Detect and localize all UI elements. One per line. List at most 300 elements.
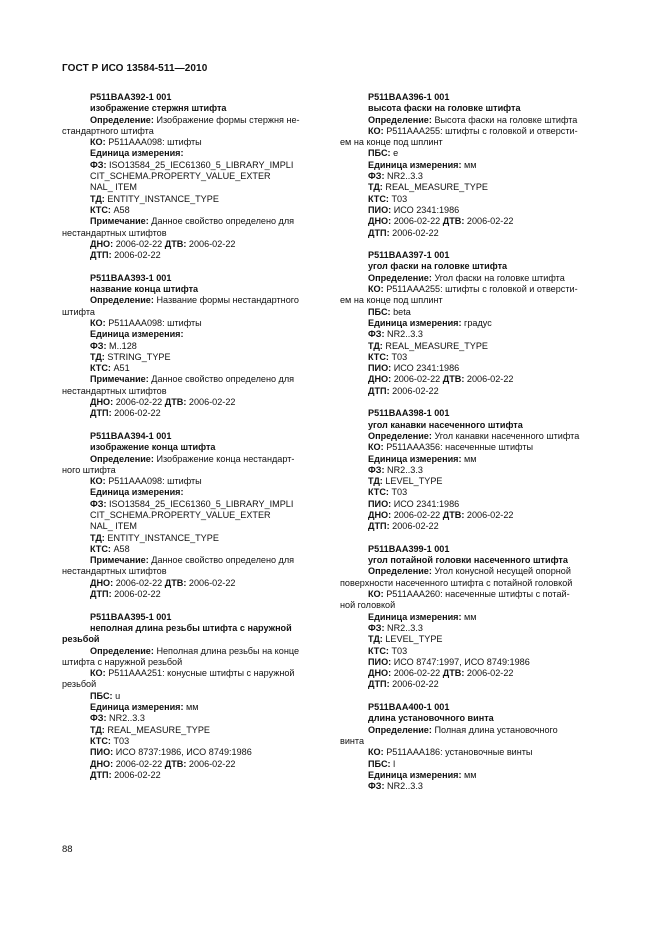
field-line: [340, 442, 600, 453]
field-key: Примечание:: [90, 374, 149, 385]
field-value: нестандартных штифтов: [62, 566, 167, 577]
field-line: [340, 284, 600, 295]
field-key: ФЗ:: [368, 781, 385, 792]
field-value: мм: [464, 453, 477, 464]
property-name: угол канавки насеченного штифта: [368, 419, 523, 430]
field-key: ДТВ:: [442, 216, 465, 227]
field-key: ДТП:: [368, 227, 390, 238]
field-value: A58: [113, 543, 130, 554]
field-value: 2006-02-22: [115, 577, 163, 588]
field-line: [62, 747, 322, 758]
field-value: NR2..3.3: [387, 171, 423, 182]
field-value: ИСО 8737:1986, ИСО 8749:1986: [115, 747, 252, 758]
field-key: ФЗ:: [90, 340, 107, 351]
field-line: [62, 374, 322, 385]
field-key: ДНО:: [90, 758, 114, 769]
field-line: [62, 713, 322, 724]
field-key: ДТВ:: [442, 668, 465, 679]
field-value: 2006-02-22: [393, 216, 441, 227]
field-value: LEVEL_TYPE: [385, 476, 443, 487]
field-key: ДТВ:: [164, 238, 187, 249]
field-value: штифта: [62, 306, 95, 317]
field-line: [340, 228, 600, 239]
field-value: Угол фаски на головке штифта: [434, 272, 565, 283]
field-value: винта: [340, 735, 365, 746]
field-line: [62, 544, 322, 555]
field-line: [62, 386, 322, 397]
field-value: CIT_SCHEMA.PROPERTY_VALUE_EXTER: [90, 509, 271, 520]
field-line: [340, 578, 600, 589]
field-line: [62, 329, 322, 340]
field-key: ТД:: [90, 724, 105, 735]
field-key: Единица измерения:: [368, 159, 462, 170]
field-line: [340, 126, 600, 137]
field-key: ДТВ:: [442, 509, 465, 520]
field-value: l: [393, 758, 396, 769]
property-code: P511BAA399-1 001: [368, 543, 450, 554]
property-name: угол потайной головки насеченного штифта: [368, 555, 568, 566]
field-line: [340, 747, 600, 758]
property-entry: [340, 702, 600, 792]
field-line: [340, 634, 600, 645]
field-key: ДТП:: [368, 679, 390, 690]
field-value: ISO13584_25_IEC61360_5_LIBRARY_IMPLI: [109, 498, 294, 509]
field-value: P511AAA260: насеченные штифты с потай-: [386, 589, 570, 600]
property-entry: [62, 273, 322, 420]
field-key: Определение:: [368, 430, 432, 441]
field-key: Определение:: [368, 724, 432, 735]
field-key: Единица измерения:: [368, 453, 462, 464]
field-line: [62, 725, 322, 736]
property-entry: [62, 612, 322, 781]
field-line: [62, 589, 322, 600]
field-line: [340, 454, 600, 465]
field-key: Единица измерения:: [368, 317, 462, 328]
field-value: 2006-02-22: [466, 668, 514, 679]
field-key: ТД:: [90, 532, 105, 543]
field-value: Изображение конца нестандарт-: [156, 453, 295, 464]
field-line: [62, 137, 322, 148]
field-key: ПИО:: [368, 363, 392, 374]
field-line: [340, 612, 600, 623]
field-line: [62, 216, 322, 227]
property-entry: [340, 250, 600, 397]
field-key: Единица измерения:: [90, 487, 184, 498]
field-line: [62, 702, 322, 713]
field-value: 2006-02-22: [188, 238, 236, 249]
field-key: ДТП:: [90, 408, 112, 419]
field-line: [340, 623, 600, 634]
field-line: [340, 725, 600, 736]
field-key: ФЗ:: [90, 498, 107, 509]
field-key: КТС:: [368, 645, 389, 656]
property-code: P511BAA400-1 001: [368, 702, 450, 713]
page-number: 88: [62, 844, 73, 855]
field-key: Единица измерения:: [90, 702, 184, 713]
field-value: мм: [464, 159, 477, 170]
property-name: изображение конца штифта: [90, 442, 216, 453]
field-key: ТД:: [368, 182, 383, 193]
field-line: [340, 148, 600, 159]
field-value: CIT_SCHEMA.PROPERTY_VALUE_EXTER: [90, 171, 271, 182]
field-value: A51: [113, 363, 130, 374]
field-line: [62, 148, 322, 159]
field-line: [340, 465, 600, 476]
field-line: [62, 295, 322, 306]
field-value: Высота фаски на головке штифта: [434, 114, 578, 125]
field-line: [340, 521, 600, 532]
field-key: ДНО:: [368, 509, 392, 520]
field-line: [340, 736, 600, 747]
field-value: T03: [391, 193, 408, 204]
field-line: [62, 476, 322, 487]
property-name: неполная длина резьбы штифта с наружной: [90, 622, 292, 633]
field-line: [62, 646, 322, 657]
field-line: [62, 487, 322, 498]
field-value: 2006-02-22: [466, 509, 514, 520]
field-line: [340, 295, 600, 306]
field-line: [340, 646, 600, 657]
field-value: Данное свойство определено для: [151, 555, 295, 566]
field-value: 2006-02-22: [114, 769, 161, 780]
field-key: ДТП:: [90, 589, 112, 600]
field-line: [340, 194, 600, 205]
field-line: [340, 307, 600, 318]
field-key: Определение:: [90, 645, 154, 656]
field-line: [340, 600, 600, 611]
field-value: Неполная длина резьбы на конце: [156, 645, 300, 656]
field-key: ФЗ:: [368, 329, 385, 340]
field-value: 2006-02-22: [393, 668, 441, 679]
field-value: 2006-02-22: [466, 216, 514, 227]
field-value: P511AAA255: штифты с головкой и отверсти-: [386, 125, 578, 136]
property-code: P511BAA398-1 001: [368, 408, 450, 419]
field-key: ПИО:: [368, 204, 392, 215]
field-value: 2006-02-22: [392, 521, 439, 532]
field-line: [62, 668, 322, 679]
field-key: КО:: [90, 317, 106, 328]
field-value: Полная длина установочного: [434, 724, 558, 735]
field-line: [62, 250, 322, 261]
field-value: Угол конусной несущей опорной: [434, 566, 571, 577]
field-value: 2006-02-22: [466, 374, 514, 385]
field-value: ENTITY_INSTANCE_TYPE: [107, 193, 219, 204]
field-key: ДНО:: [368, 668, 392, 679]
field-value: M..128: [109, 340, 137, 351]
field-value: 2006-02-22: [188, 397, 236, 408]
field-value: STRING_TYPE: [107, 351, 171, 362]
field-key: Определение:: [90, 453, 154, 464]
field-key: КТС:: [90, 735, 111, 746]
field-line: [340, 657, 600, 668]
field-value: 2006-02-22: [114, 589, 161, 600]
field-key: ПИО:: [90, 747, 114, 758]
field-key: ФЗ:: [368, 622, 385, 633]
field-value: NR2..3.3: [387, 781, 423, 792]
field-value: 2006-02-22: [393, 374, 441, 385]
property-name: угол фаски на головке штифта: [368, 261, 508, 272]
field-key: ФЗ:: [90, 159, 107, 170]
left-column: [62, 92, 322, 792]
field-value: Данное свойство определено для: [151, 216, 295, 227]
field-line: [62, 171, 322, 182]
field-key: ПБС:: [368, 758, 391, 769]
field-key: ПБС:: [90, 690, 113, 701]
property-name: название конца штифта: [90, 284, 199, 295]
field-key: КТС:: [368, 193, 389, 204]
field-value: 2006-02-22: [392, 385, 439, 396]
field-line: [62, 691, 322, 702]
field-value: P511AAA098: штифты: [108, 317, 202, 328]
field-line: [62, 341, 322, 352]
field-key: КО:: [368, 589, 384, 600]
field-key: КО:: [368, 747, 384, 758]
field-line: [62, 759, 322, 770]
field-key: ФЗ:: [90, 713, 107, 724]
field-line: [340, 499, 600, 510]
field-key: КО:: [90, 476, 106, 487]
field-value: Название формы нестандартного: [156, 295, 299, 306]
field-line: [340, 352, 600, 363]
field-key: Единица измерения:: [90, 329, 184, 340]
field-value: ем на конце под шплинт: [340, 295, 443, 306]
field-line: [62, 160, 322, 171]
field-line: [62, 408, 322, 419]
field-key: ДНО:: [90, 577, 114, 588]
field-value: P511AAA255: штифты с головкой и отверсти-: [386, 284, 578, 295]
field-line: [340, 386, 600, 397]
field-value: T03: [113, 735, 130, 746]
field-value: P511AAA098: штифты: [108, 137, 202, 148]
field-value: 2006-02-22: [115, 238, 163, 249]
field-key: Единица измерения:: [90, 148, 184, 159]
field-value: штифта с наружной резьбой: [62, 656, 183, 667]
field-key: КО:: [90, 668, 106, 679]
field-line: [62, 352, 322, 363]
field-line: [340, 668, 600, 679]
field-value: T03: [391, 351, 408, 362]
field-value: 2006-02-22: [392, 227, 439, 238]
field-value: поверхности насеченного штифта с потайной головкой: [340, 577, 573, 588]
field-key: ДНО:: [368, 216, 392, 227]
field-key: КТС:: [90, 363, 111, 374]
field-key: Единица измерения:: [368, 769, 462, 780]
field-line: [62, 555, 322, 566]
field-line: [340, 374, 600, 385]
field-value: ной головкой: [340, 600, 396, 611]
field-value: стандартного штифта: [62, 125, 154, 136]
field-value: 2006-02-22: [114, 408, 161, 419]
field-value: Изображение формы стержня не-: [156, 114, 300, 125]
field-line: [62, 657, 322, 668]
field-key: ДТВ:: [164, 397, 187, 408]
field-key: КО:: [368, 125, 384, 136]
field-value: NR2..3.3: [387, 464, 423, 475]
field-key: ФЗ:: [368, 464, 385, 475]
field-line: [340, 171, 600, 182]
field-key: ТД:: [368, 634, 383, 645]
field-value: NAL_ ITEM: [90, 182, 137, 193]
field-value: Данное свойство определено для: [151, 374, 295, 385]
field-value: P511AAA098: штифты: [108, 476, 202, 487]
field-value: T03: [391, 487, 408, 498]
field-value: 2006-02-22: [114, 250, 161, 261]
field-line: [340, 341, 600, 352]
field-key: КТС:: [368, 487, 389, 498]
field-value: 2006-02-22: [393, 509, 441, 520]
field-key: ПБС:: [368, 148, 391, 159]
field-key: Определение:: [368, 272, 432, 283]
field-value: мм: [464, 769, 477, 780]
property-entry: [62, 92, 322, 261]
field-line: [62, 228, 322, 239]
field-value: NR2..3.3: [109, 713, 145, 724]
document-header: ГОСТ Р ИСО 13584-511—2010: [62, 63, 208, 74]
field-line: [62, 194, 322, 205]
field-key: Определение:: [368, 114, 432, 125]
field-key: ФЗ:: [368, 171, 385, 182]
field-line: [62, 521, 322, 532]
field-line: [62, 566, 322, 577]
field-line: [340, 759, 600, 770]
field-line: [62, 318, 322, 329]
field-value: REAL_MEASURE_TYPE: [385, 182, 488, 193]
field-value: REAL_MEASURE_TYPE: [385, 340, 488, 351]
property-code: P511BAA396-1 001: [368, 92, 450, 102]
property-name: длина установочного винта: [368, 713, 494, 724]
property-entry: [62, 431, 322, 600]
field-line: [340, 781, 600, 792]
field-key: Определение:: [90, 114, 154, 125]
field-value: ИСО 8747:1997, ИСО 8749:1986: [393, 656, 530, 667]
property-entry: [340, 92, 600, 239]
field-value: beta: [393, 306, 411, 317]
field-key: ТД:: [368, 476, 383, 487]
field-line: [62, 736, 322, 747]
field-key: ДТП:: [90, 769, 112, 780]
field-line: [62, 679, 322, 690]
field-line: [62, 533, 322, 544]
property-name: изображение стержня штифта: [90, 103, 227, 114]
field-value: мм: [186, 702, 199, 713]
field-key: ДТП:: [368, 521, 390, 532]
field-value: ИСО 2341:1986: [393, 363, 460, 374]
property-entry: [340, 408, 600, 532]
field-line: [340, 510, 600, 521]
field-line: [62, 465, 322, 476]
field-key: ДТВ:: [164, 577, 187, 588]
field-value: нестандартных штифтов: [62, 385, 167, 396]
field-line: [340, 115, 600, 126]
field-value: 2006-02-22: [115, 758, 163, 769]
field-key: ТД:: [90, 351, 105, 362]
field-key: ПИО:: [368, 498, 392, 509]
field-key: ТД:: [90, 193, 105, 204]
property-code: P511BAA392-1 001: [90, 92, 172, 102]
field-line: [62, 182, 322, 193]
property-name-continued: резьбой: [62, 634, 100, 645]
field-line: [340, 363, 600, 374]
field-value: REAL_MEASURE_TYPE: [107, 724, 210, 735]
field-value: резьбой: [62, 679, 97, 690]
field-line: [62, 578, 322, 589]
field-line: [340, 431, 600, 442]
field-key: ДНО:: [90, 397, 114, 408]
field-key: ДТП:: [90, 250, 112, 261]
field-value: 2006-02-22: [392, 679, 439, 690]
field-value: ENTITY_INSTANCE_TYPE: [107, 532, 219, 543]
field-line: [340, 137, 600, 148]
field-value: ИСО 2341:1986: [393, 204, 460, 215]
field-line: [62, 454, 322, 465]
field-line: [340, 216, 600, 227]
field-value: 2006-02-22: [188, 577, 236, 588]
field-line: [62, 499, 322, 510]
field-value: u: [115, 690, 121, 701]
field-line: [62, 770, 322, 781]
field-value: NR2..3.3: [387, 329, 423, 340]
field-line: [340, 205, 600, 216]
field-line: [62, 307, 322, 318]
right-column: [340, 92, 600, 804]
field-value: e: [393, 148, 399, 159]
field-key: КО:: [368, 284, 384, 295]
field-line: [340, 160, 600, 171]
field-key: ДТВ:: [164, 758, 187, 769]
field-key: ПБС:: [368, 306, 391, 317]
field-key: Примечание:: [90, 216, 149, 227]
field-key: Примечание:: [90, 555, 149, 566]
property-code: P511BAA395-1 001: [90, 611, 172, 622]
field-key: ТД:: [368, 340, 383, 351]
field-value: мм: [464, 611, 477, 622]
field-key: КТС:: [90, 204, 111, 215]
field-key: ДТВ:: [442, 374, 465, 385]
field-line: [340, 566, 600, 577]
field-key: ПИО:: [368, 656, 392, 667]
field-line: [62, 239, 322, 250]
field-value: нестандартных штифтов: [62, 227, 167, 238]
field-value: ем на конце под шплинт: [340, 137, 443, 148]
field-line: [340, 679, 600, 690]
field-line: [62, 126, 322, 137]
field-value: 2006-02-22: [188, 758, 236, 769]
field-line: [62, 205, 322, 216]
field-key: ДНО:: [90, 238, 114, 249]
property-code: P511BAA394-1 001: [90, 430, 172, 441]
property-entry: [340, 544, 600, 691]
field-line: [340, 273, 600, 284]
field-value: 2006-02-22: [115, 397, 163, 408]
field-key: КО:: [368, 442, 384, 453]
field-key: Единица измерения:: [368, 611, 462, 622]
field-value: A58: [113, 204, 130, 215]
field-value: P511AAA356: насеченные штифты: [386, 442, 534, 453]
field-line: [62, 115, 322, 126]
property-code: P511BAA397-1 001: [368, 250, 450, 261]
field-line: [340, 770, 600, 781]
field-value: ISO13584_25_IEC61360_5_LIBRARY_IMPLI: [109, 159, 294, 170]
field-key: ДНО:: [368, 374, 392, 385]
field-value: T03: [391, 645, 408, 656]
field-line: [340, 329, 600, 340]
field-value: P511AAA251: конусные штифты с наружной: [108, 668, 295, 679]
field-value: Угол канавки насеченного штифта: [434, 430, 580, 441]
field-value: LEVEL_TYPE: [385, 634, 443, 645]
field-value: градус: [464, 317, 492, 328]
field-key: КТС:: [90, 543, 111, 554]
field-line: [340, 476, 600, 487]
